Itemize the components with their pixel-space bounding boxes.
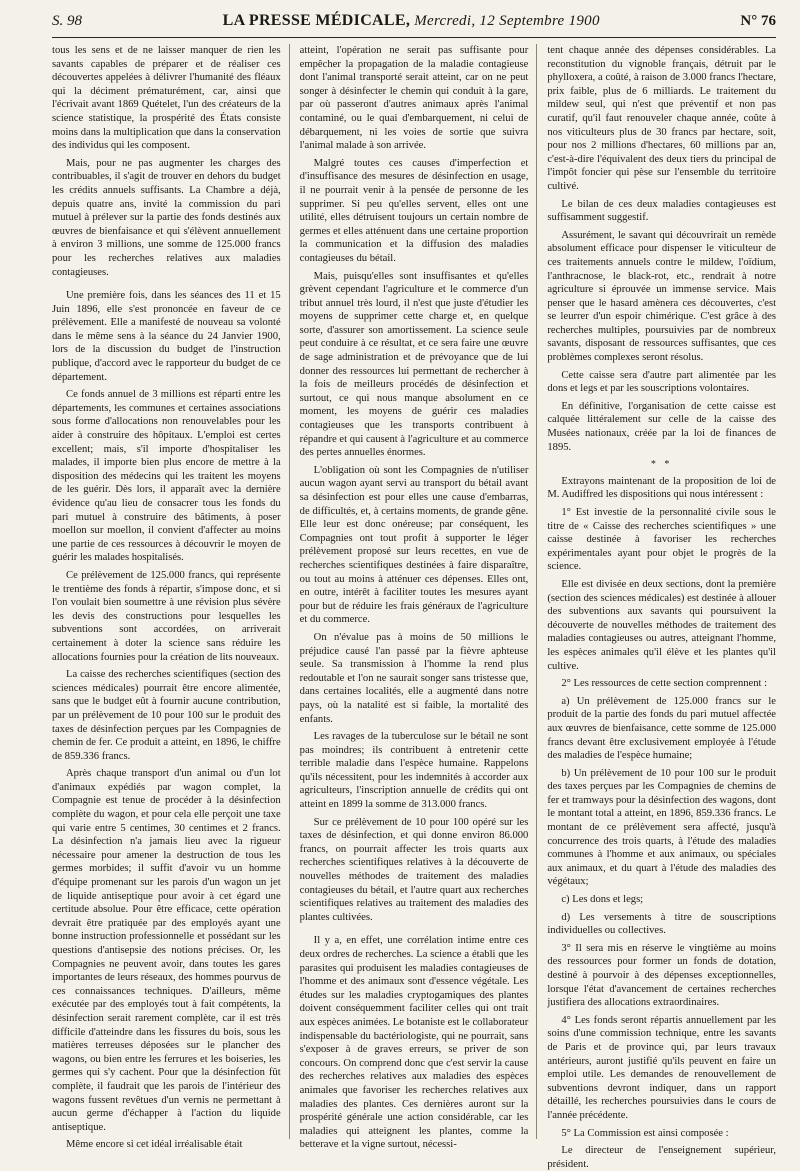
paragraph: 1° Est investie de la personnalité civile sous le titre de « Caisse des recherches scientifiques » une caisse destinée à favoriser les recherches expérimentales ayant pour objet le progrès de la science. [547, 507, 777, 573]
paragraph: Même encore si cet idéal irréalisable était [66, 1139, 243, 1151]
paragraph: a) Un prélèvement de 125.000 francs sur le produit de la partie des fonds du pari mutuel affectée aux œuvres de bienfaisance, cette somme de 125.000 francs devant être exclusivement employée à l'étude des maladies de l'espèce humaine; [547, 695, 777, 762]
paragraph: c) Les dons et legs; [561, 894, 644, 906]
column-1 [52, 44, 290, 1151]
page-header [52, 12, 776, 38]
paragraph: Malgré toutes ces causes d'imperfection et d'insuffisance des mesures de désinfection en usage, il ne pourrait venir à la pensée de personne de les supprimer. Si peu qu'elles servent, elles ont une utilité, elles détruisent toujours un certain nombre de germes et elles atténuent dans une certaine proportion la communication et la diffusion des maladies contagieuses du bétail. [299, 157, 529, 264]
paragraph: Sur ce prélèvement de 10 pour 100 opéré sur les taxes de désinfection, et qui donne environ 86.000 francs, on pourrait affecter les trois quarts aux recherches scientifiques relatives à la découverte de nouvelles méthodes de traitement des maladies contagieuses du bétail, et l'autre quart aux recherches scientifiques relatives au traitement des maladies des plantes cultivées. [299, 816, 529, 923]
section-separator: * * [650, 459, 673, 471]
article-columns [52, 44, 777, 1170]
paragraph: b) Un prélèvement de 10 pour 100 sur le produit des taxes perçues par les Compagnies de chemins de fer et tramways pour la désinfection des wagons, dont le montant total a atteint, en 1896, 859.336 francs. Le montant de ce prélèvement sera affecté, jusqu'à concurrence des trois quarts, à l'étude des maladies communes à l'homme et aux animaux, ou spéciales aux animaux, et du quart à l'étude des maladies des végétaux; [547, 767, 777, 888]
paragraph: On n'évalue pas à moins de 50 millions le préjudice causé l'an passé par la fièvre aphteuse seule. Sa transmission à l'homme la rend plus redoutable et l'on ne saurait songer sans tristesse que, dans certaines localités, elle a augmenté dans notre pays, où la natalité est si faible, la mortalité des enfants. [299, 631, 529, 725]
issue-number: N° 76 [740, 13, 776, 29]
page-number: S. 98 [52, 13, 82, 29]
paragraph: Après chaque transport d'un animal ou d'un lot d'animaux expédiés par wagon complet, la Compagnie est tenue de procéder à la désinfection complète du wagon, et pour cela elle perçoit une taxe qui varie entre 5 centimes, 30 centimes et 2 francs. La désinfection n'a jamais lieu avec la rigueur nécessaire pour amener la destruction de tous les germes morbides; il suffit d'avoir vu un homme d'équipe promenant sur les parois d'un wagon un jet de liquide antiseptique pour avoir à cet égard une certitude absolue. Pour être efficace, cette opération devrait être pratiquée par des employés ayant une bonne instruction professionnelle et possédant sur les questions d'antisepsie des notions précises. Or, les Compagnies ne peuvent avoir, dans toutes les gares importantes de leurs réseaux, des hommes pourvus de ces connaissances techniques. D'ailleurs, même exécutée par des employés tout à fait compétents, la désinfection serait rarement complète, car il est très difficile d'atteindre dans les fissures du bois, sous les matières terreuses déposées sur le plancher des wagons, ou bien entre les ferrures et les boiseries, les germes qui s'y cachent. Pour que la désinfection fût complète, il faudrait que les parois de l'intérieur des wagons fussent revêtues d'un vernis ne permettant à aucun germe d'échapper à l'action du liquide antiseptique. [52, 768, 281, 1133]
paragraph: En définitive, l'organisation de cette caisse est calquée littéralement sur celle de la caisse des Musées nationaux, créée par la loi de finances de 1895. [547, 400, 777, 453]
paragraph: 5° La Commission est ainsi composée : [561, 1127, 729, 1139]
paragraph: Le directeur de l'enseignement supérieur, président. [547, 1145, 777, 1170]
paragraph: Mais, puisqu'elles sont insuffisantes et qu'elles grèvent cependant l'agriculture et le commerce d'un tribut annuel très lourd, il n'est que juste d'étudier les moyens de supprimer cette charge et, en quelque sorte, d'assurer son amortissement. La science seule peut conduire à ce résultat, et ce sera faire une œuvre de sage administration et de prévoyance que de lui donner des ressources lui permettant de rechercher à la fois de meilleurs procédés de désinfection et surtout, ce qui nous manque absolument en ce moment, les moyens de guérir ces maladies contagieuses que les transports contribuent à répandre et qui causent à l'agriculture et au commerce des pertes annuelles énormes. [299, 270, 529, 459]
journal-title: LA PRESSE MÉDICALE, [222, 12, 411, 29]
paragraph: La caisse des recherches scientifiques (section des sciences médicales) pourrait être encore alimentée, sans que le budget eût à fournir aucune contribution, par un prélèvement de 10 pour 100 sur le produit des taxes de désinfection perçues par les Compagnies de chemin de fer. Ce produit a atteint, en 1896, le chiffre de 859.336 francs. [52, 669, 281, 762]
paragraph: 2° Les ressources de cette section comprennent : [561, 678, 768, 690]
paragraph: Mais, pour ne pas augmenter les charges des contribuables, il s'agit de trouver en dehors du budget les crédits annuels suffisants. La Chambre a déjà, depuis quatre ans, invité la commission du pari mutuel à prélever sur la partie des fonds destinés aux œuvres de bienfaisance et qui s'élèvent annuellement à environ 3 millions, une somme de 125.000 francs pour les recherches relatives aux maladies contagieuses. [52, 157, 281, 278]
paragraph: 4° Les fonds seront répartis annuellement par les soins d'une commission technique, entre les savants de Paris et de province qui, par leurs travaux antérieurs, auront justifié qu'ils peuvent en faire un emploi utile. Les demandes de renouvellement de subventions devront indiquer, dans un rapport détaillé, les recherches poursuivies dans le cours de l'année précédente. [547, 1014, 777, 1121]
paragraph: Le bilan de ces deux maladies contagieuses est suffisamment suggestif. [547, 198, 777, 224]
masthead [223, 12, 600, 30]
paragraph: Les ravages de la tuberculose sur le bétail ne sont pas moindres; ils contribuent à entretenir cette terrible maladie dans l'espèce humaine. Rappelons qu'ils nécessitent, pour les indemnités à accorder aux agriculteurs, l'inscription annuelle de crédits qui ont atteint en 1899 la somme de 313.000 francs. [299, 731, 529, 811]
paragraph: Il y a, en effet, une corrélation intime entre ces deux ordres de recherches. La science a établi que les parasites qui produisent les maladies contagieuses de l'homme et des animaux sont d'essence végétale. Les études sur les maladies cryptogamiques des plantes doivent conséquemment faciliter celles qui ont trait aux espèces animées. Le botaniste est le collaborateur indispensable du bactériologiste, qui ne pourrait, sans s'exposer à de graves erreurs, se priver de son concours. On comprend donc que c'est servir la cause des recherches relatives aux maladies des espèces animales que favoriser les recherches relatives aux maladies des plantes. Ces dernières auront sur la prospérité générale une action considérable, car les maladies qui atteignent les plantes, comme la betterave et la vigne surtout, nécessi- [299, 935, 529, 1151]
paragraph: Extrayons maintenant de la proposition de loi de M. Audiffred les dispositions qui nous intéressent : [547, 475, 777, 501]
issue-date: Mercredi, 12 Septembre 1900 [414, 13, 600, 29]
paragraph: Cette caisse sera d'autre part alimentée par les dons et legs et par les souscriptions volontaires. [547, 369, 777, 395]
paragraph: 3° Il sera mis en réserve le vingtième au moins des ressources pour former un fonds de dotation, destiné à pourvoir à des dépenses exceptionnelles, lorsque l'état d'avancement de certaines recherches justifiera des allocations extraordinaires. [547, 942, 777, 1009]
column-3 [547, 44, 777, 1170]
paragraph: d) Les versements à titre de souscriptions individuelles ou collectives. [547, 911, 777, 937]
paragraph: Ce prélèvement de 125.000 francs, qui représente le trentième des fonds à répartir, s'impose donc, et si l'on voulait bien soumettre à une révision plus sévère les devis des constructions pour lesquelles les subventions sont accordées, on arriverait certainement à doter la science sans réduire les allocations fournies pour la création de lits nouveaux. [52, 569, 281, 663]
paragraph: atteint, l'opération ne serait pas suffisante pour empêcher la propagation de la maladie contagieuse dont l'animal transporté serait atteint, car on ne peut songer à désinfecter le chemin qui conduit à la gare, par où passeront d'autres animaux après l'animal contaminé, ou le quai d'embarquement, ni celui de débarquement, ni les voies de sortie que suivra l'animal malade à son arrivée. [299, 45, 529, 152]
paragraph: tous les sens et de ne laisser manquer de rien les savants capables de préparer et de réaliser ces découvertes appelées à délivrer l'humanité des fléaux qui la déciment prématurément, car, ainsi que l'écrivait avant 1869 Quételet, l'un des créateurs de la science statistique, la prospérité des États consiste moins dans la multiplication que dans la conservation des individus qui les composent. [52, 45, 281, 152]
paragraph: tent chaque année des dépenses considérables. La reconstitution du vignoble français, détruit par le phylloxera, a coûté, à raison de 3.000 francs l'hectare, prix faible, plus de 6 milliards. Le traitement du mildew seul, qui n'est que préventif et non pas curatif, qu'il faut renouveler chaque année, coûte à nos viticulteurs plus de 30 francs par hectare, soit, pour nos 2 millions d'hectares, 60 millions par an, c'est-à-dire l'équivalent des deux tiers du principal de l'impôt foncier qui pèse sur l'ensemble du territoire cultivé. [547, 45, 777, 192]
paragraph: Assurément, le savant qui découvrirait un remède absolument efficace pour dispenser le viticulteur de ces traitements annuels contre le mildew, l'oïdium, l'anthracnose, le black-rot, etc., rendrait à notre agriculture si éprouvée un immense service. Mais penser que le hasard amènera ces découvertes, c'est se leurrer d'un espoir chimérique. C'est grâce à des recherches multiples, poursuivies par de nombreux savants, disposant de ressources suffisantes, que ces problèmes complexes seront résolus. [547, 229, 777, 364]
paragraph: L'obligation où sont les Compagnies de n'utiliser aucun wagon ayant servi au transport du bétail avant sa désinfection est pour elles une cause d'embarras, de difficultés, et, à certains moments, de grande gêne. Elle leur est donc onéreuse; par conséquent, les Compagnies ont tout profit à supporter le léger prélèvement proposé sur leurs recettes, en vue de recherches scientifiques destinées à faire disparaître, ou tout au moins à atténuer ces dépenses. Elles ont, en outre, intérêt à faciliter toutes les mesures ayant pour but de réduire les frais généraux de l'agriculture et du commerce. [299, 464, 529, 626]
paragraph: Elle est divisée en deux sections, dont la première (section des sciences médicales) est destinée à allouer des subventions aux savants qui poursuivent la découverte de nouvelles méthodes de traitement des maladies contagieuses ou autres, atteignant l'homme, les espèces animales qu'il élève et les plantes qu'il cultive. [547, 578, 777, 672]
paragraph: Une première fois, dans les séances des 11 et 15 Juin 1896, elle s'est prononcée en faveur de ce prélèvement. Elle a manifesté de nouveau sa volonté dans le même sens à la séance du 24 Janvier 1900, lors de la discussion du budget de l'instruction publique, d'accord avec le rapporteur du budget de ce département. [52, 290, 281, 383]
column-2 [299, 44, 538, 1151]
paragraph: Ce fonds annuel de 3 millions est réparti entre les départements, les communes et certaines associations sous forme d'allocations non renouvelables pour les aider à construire des hôpitaux. L'emploi est certes excellent; mais, s'il importe d'hospitaliser les malades, il importe bien plus encore de mettre à la disposition des médecins qui les traitent les moyens de les guérir. Dès lors, il apparaît avec la dernière évidence qu'au lieu de consacrer tous les fonds du pari mutuel à construire des bâtiments, à poser moellon sur moellon, il convient d'affecter au moins une partie de ces ressources à découvrir le moyen de guérir les malades hospitalisés. [52, 389, 281, 564]
